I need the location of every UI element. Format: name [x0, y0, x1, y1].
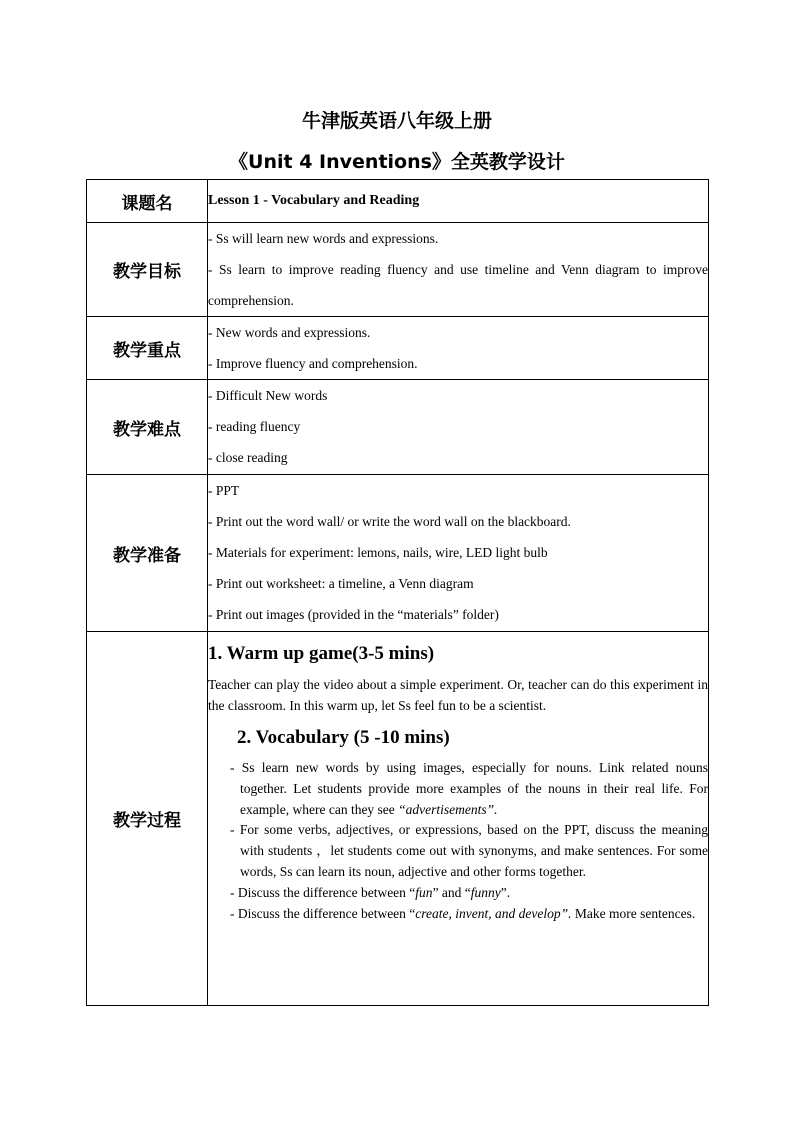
list-item: - close reading — [208, 450, 288, 465]
row-label: 教学目标 — [87, 223, 208, 317]
list-item: - Print out images (provided in the “materials” folder) — [208, 607, 499, 622]
document-title: 牛津版英语八年级上册 — [301, 110, 492, 132]
row-content — [208, 475, 709, 632]
list-item — [230, 883, 708, 904]
lesson-title: Lesson 1 - Vocabulary and Reading — [208, 193, 420, 208]
row-content — [208, 317, 709, 380]
table-row — [87, 475, 709, 632]
list-item-emphasis: “advertisements”. — [398, 801, 498, 817]
table-row — [87, 223, 709, 317]
table-row — [87, 632, 709, 1006]
table-row — [87, 380, 709, 475]
row-label: 教学准备 — [87, 475, 208, 632]
paragraph: Teacher can play the video about a simple experiment. Or, teacher can do this experiment in the classroom. In this warm up, let Ss feel fun to be a scientist. — [208, 677, 708, 713]
list-item-emphasis: fun — [415, 884, 433, 900]
list-item-emphasis: funny — [470, 884, 501, 900]
list-item: - Ss will learn new words and expressions. — [208, 231, 439, 246]
list-item: - PPT — [208, 483, 240, 498]
lesson-plan-table — [86, 179, 709, 1006]
list-item: - Materials for experiment: lemons, nails, wire, LED light bulb — [208, 545, 548, 560]
list-item-text: - Discuss the difference between “ — [230, 905, 416, 921]
row-label: 教学重点 — [87, 317, 208, 380]
list-item — [230, 904, 708, 925]
list-item: - Improve fluency and comprehension. — [208, 356, 418, 371]
row-content — [208, 223, 709, 317]
list-item-emphasis: create, invent, and develop”. — [415, 905, 572, 921]
list-item-text: ”. — [500, 884, 511, 900]
row-content — [208, 180, 709, 223]
table-row — [87, 180, 709, 223]
row-content — [208, 632, 709, 1006]
list-item — [230, 758, 708, 820]
row-label: 课题名 — [87, 180, 208, 223]
section-heading: 1. Warm up game(3-5 mins) — [208, 643, 435, 664]
row-label: 教学难点 — [87, 380, 208, 475]
list-item-text: ” and “ — [432, 884, 471, 900]
vocabulary-list — [230, 758, 708, 924]
section-heading: 2. Vocabulary (5 -10 mins) — [237, 727, 450, 748]
row-label: 教学过程 — [87, 632, 208, 1006]
list-item-text: - Ss learn new words by using images, especially for nouns. Link related nouns together. Let students provide more examples of the nouns in their real life. For example, where can they see — [230, 760, 708, 817]
list-item-text: Make more sentences. — [571, 905, 696, 921]
list-item: - reading fluency — [208, 419, 301, 434]
row-content — [208, 380, 709, 475]
list-item-text: - Discuss the difference between “ — [230, 884, 416, 900]
document-subtitle: 《Unit 4 Inventions》全英教学设计 — [229, 151, 565, 173]
list-item: - For some verbs, adjectives, or expressions, based on the PPT, discuss the meaning with students ，let students come out with synonyms, and make sentences. For some words, Ss can learn its noun, adjective and other forms together. — [230, 822, 708, 879]
list-item: - Difficult New words — [208, 388, 328, 403]
list-item: - Print out worksheet: a timeline, a Venn diagram — [208, 576, 474, 591]
table-row — [87, 317, 709, 380]
list-item: - Ss learn to improve reading fluency and use timeline and Venn diagram to improve comprehension. — [208, 262, 708, 308]
list-item: - New words and expressions. — [208, 325, 371, 340]
list-item: - Print out the word wall/ or write the word wall on the blackboard. — [208, 514, 571, 529]
